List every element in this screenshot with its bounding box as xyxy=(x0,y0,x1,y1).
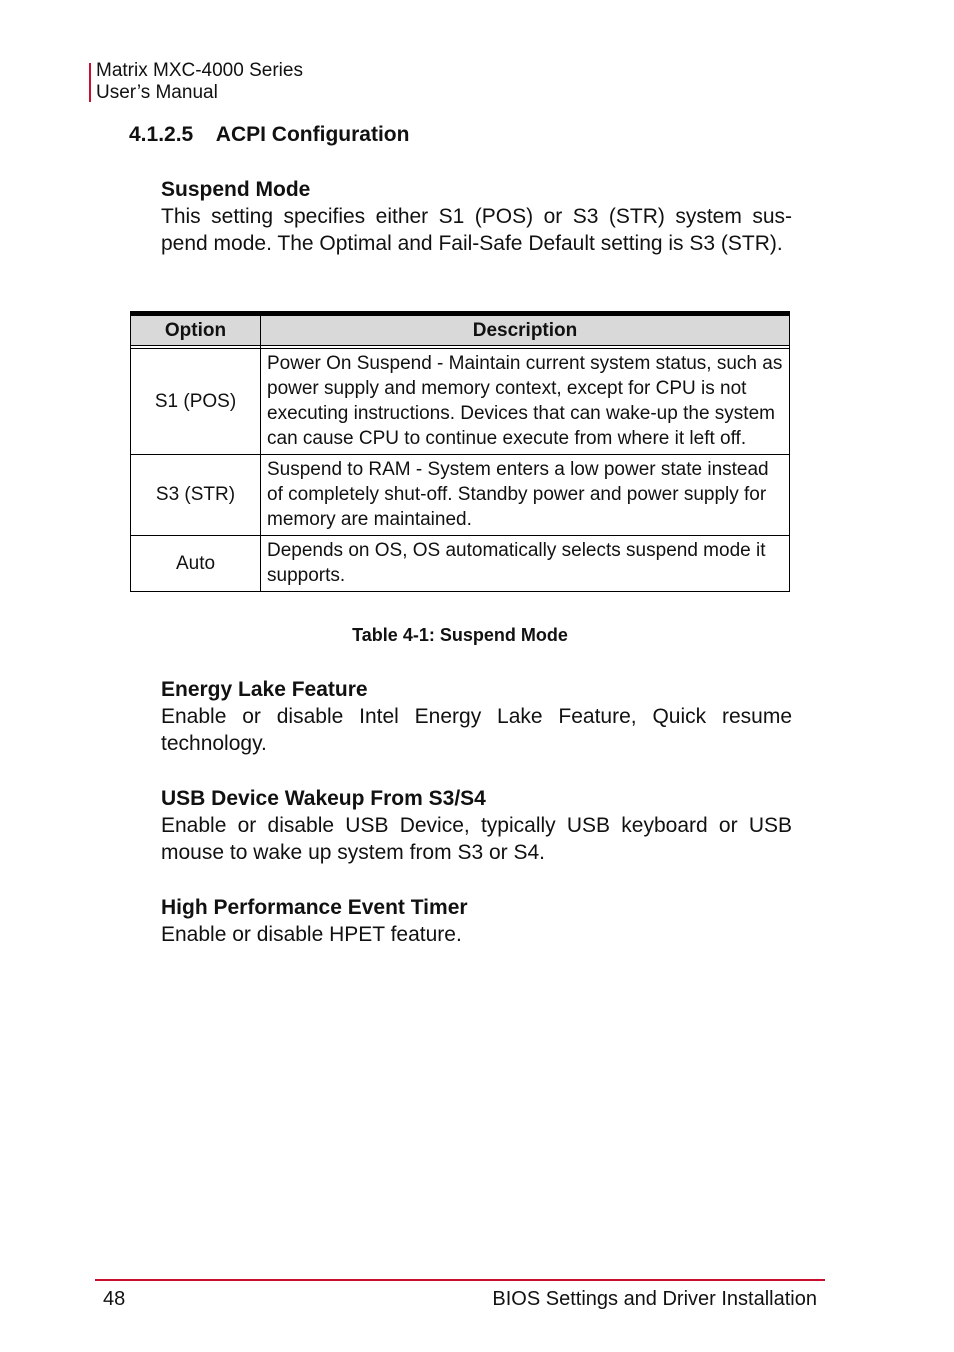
header-accent-bar xyxy=(89,63,91,102)
usb-wakeup-block xyxy=(161,785,792,866)
usb-wakeup-text: Enable or disable USB Device, typically USB keyboard or USB mouse to wake up system from S3 or S4. xyxy=(161,814,792,864)
table-cell-option: S1 (POS) xyxy=(131,349,261,455)
suspend-mode-text: This setting specifies either S1 (POS) or S3 (STR) system sus- pend mode. The Optimal and Fail-Safe Default setting is S3 (STR). xyxy=(161,205,792,255)
table-cell-description: Power On Suspend - Maintain current system status, such as power supply and memory context, except for CPU is not executing instructions. Devices that can wake-up the system can cause CPU to continue execute from where it left off. xyxy=(261,349,790,455)
energy-lake-heading: Energy Lake Feature xyxy=(161,678,368,701)
section-title xyxy=(129,123,409,147)
table-cell-description: Suspend to RAM - System enters a low power state instead of completely shut-off. Standby power and power supply for memory are maintained. xyxy=(261,455,790,536)
section-number: 4.1.2.5 xyxy=(129,123,194,146)
usb-wakeup-heading: USB Device Wakeup From S3/S4 xyxy=(161,787,486,810)
table-header-row xyxy=(131,314,790,346)
suspend-mode-table xyxy=(130,311,790,592)
footer-chapter-title: BIOS Settings and Driver Installation xyxy=(492,1288,817,1310)
footer-rule xyxy=(95,1279,825,1281)
table-header-option: Option xyxy=(131,314,261,346)
hpet-block xyxy=(161,894,792,948)
table-cell-option: S3 (STR) xyxy=(131,455,261,536)
table-cell-description: Depends on OS, OS automatically selects suspend mode it supports. xyxy=(261,536,790,592)
running-header xyxy=(96,60,303,104)
table-caption: Table 4-1: Suspend Mode xyxy=(352,625,568,645)
suspend-mode-block xyxy=(161,176,792,257)
table-cell-option: Auto xyxy=(131,536,261,592)
hpet-heading: High Performance Event Timer xyxy=(161,896,468,919)
header-manual: User’s Manual xyxy=(96,82,218,103)
table-header-description: Description xyxy=(261,314,790,346)
table-row xyxy=(131,455,790,536)
header-product: Matrix MXC-4000 Series xyxy=(96,60,303,81)
hpet-text: Enable or disable HPET feature. xyxy=(161,923,462,946)
table-row xyxy=(131,536,790,592)
suspend-mode-heading: Suspend Mode xyxy=(161,178,311,201)
page-number: 48 xyxy=(103,1288,126,1310)
energy-lake-text: Enable or disable Intel Energy Lake Feature, Quick resume technology. xyxy=(161,705,792,755)
section-name: ACPI Configuration xyxy=(215,123,410,146)
table-row xyxy=(131,349,790,455)
energy-lake-block xyxy=(161,676,792,757)
